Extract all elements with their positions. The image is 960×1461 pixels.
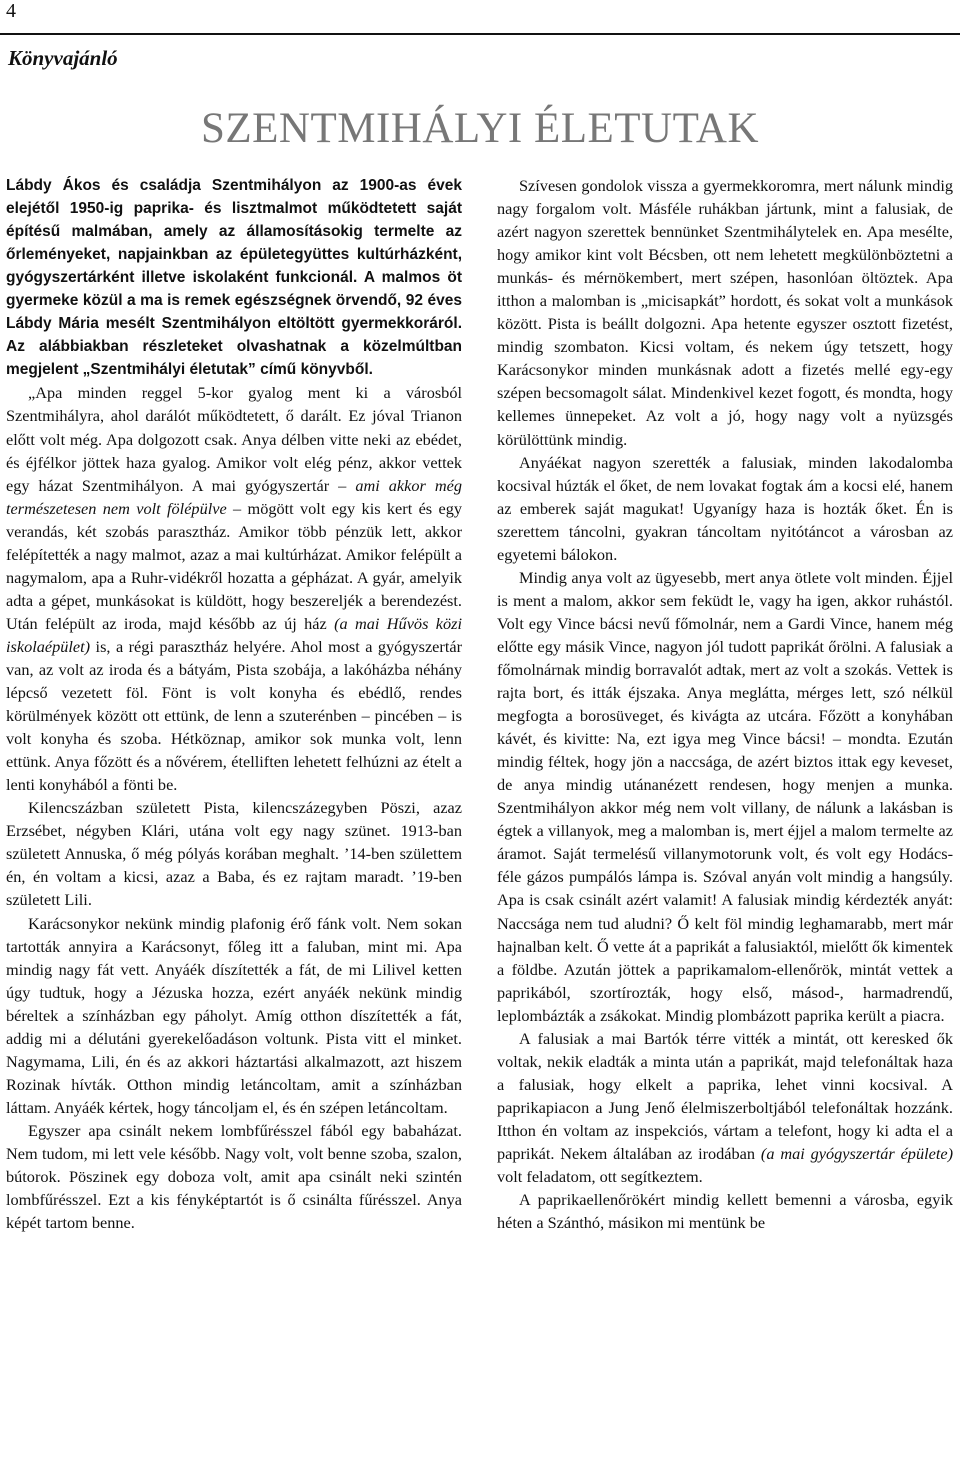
text-run: – mögött volt egy kis kert és egy verandás, két szobás parasztház. Amikor több pénzük lett, akkor felépítették a nagy malmot, azaz a mai kultúrházat. Amikor felépült a nagymalom, apa a Ruhr-vidékről hozatta a gépházat. A gyár, amelyik adta a gépet, munkásokat is küldött, hogy beszereljék a berendezést. Után felépült az iroda, majd később az új ház bbox=[6, 498, 462, 633]
text-run: Szívesen gondolok vissza a gyermekkoromra, mert nálunk mindig nagy forgalom volt. Másféle ruhákban jártunk, mint a falusiak, de azért nagyon szerettek bennünket Szentmihálytelek en. Apa mesélte, hogy amikor kint volt Bécsben, ott nem lehetett megkülönböztetni a munkás- és mérnökembert, mert szépen, hasonlóan öltöztek. Apa itthon a malomban is „micisapkát” hordott, és sokat volt a munkások között. Pista is beállt dolgozni. Apa hetente egyszer osztott fizetést, mindig szombaton. Kicsi voltam, és nekem úgy tetszett, hogy Karácsonykor minden munkásnak adott a fizetés mellé egy-egy szépen becsomagolt sálat. Mindenkivel kezet fogott, és mondta, hogy kellemes ünnepeket. Az volt a jó, hogy nagy volt a nyüzsgés körülöttünk mindig. bbox=[497, 176, 953, 449]
page-number: 4 bbox=[6, 0, 16, 22]
italic-phrase: (a mai Hűvös közi iskolaépület) bbox=[6, 613, 462, 656]
text-run: A paprikaellenőrökért mindig kellett bemenni a városba, egyik héten a Szánthó, másikon mi mentünk be bbox=[497, 1190, 953, 1233]
body-paragraph bbox=[497, 566, 953, 1027]
italic-phrase: ami akkor még természetesen nem volt fölépülve bbox=[6, 475, 462, 518]
section-label: Könyvajánló bbox=[8, 46, 118, 70]
body-paragraph bbox=[6, 796, 462, 911]
body-paragraph bbox=[6, 381, 462, 796]
italic-phrase: (a mai gyógyszertár épülete) bbox=[760, 1143, 953, 1163]
body-paragraph bbox=[497, 174, 953, 451]
right-column bbox=[497, 174, 953, 1459]
article-title: SZENTMIHÁLYI ÉLETUTAK bbox=[200, 105, 760, 152]
body-paragraph bbox=[497, 1027, 953, 1188]
text-run: Anyáékat nagyon szerették a falusiak, minden lakodalomba kocsival húzták el őket, de nem lovakat fogtak ám a kocsi elé, hanem az emberek saját magukat! Ugyanígy haza is hozták őket. Én is szerettem táncolni, gyakran táncoltam nyitótáncot a városban az egyetemi bálokon. bbox=[497, 452, 953, 564]
text-run: Mindig anya volt az ügyesebb, mert anya ötlete volt minden. Éjjel is ment a malom, akkor sem feküdt le, vagy ha igen, akkor ruhástól. Volt egy Vince bácsi nevű főmolnár, nem a Gardi Vince, hanem még előtte egy másik Vince, nagyon jól tudott paprikát őrölni. A falusiak a főmolnárnak mindig borravalót adtak, mert az volt a szokás. Vettek is rajta bort, és itták éjszaka. Anya meglátta, mérges lett, szó nélkül megfogta a borosüveget, és kivágta az utcára. Főzött a konyhában kávét, és kivitte: Na, ezt igya meg Vince bácsi! – mondta. Ezután mindig féltek, hogy jön a naccsága, de azért biztos ittak egy keveset, de anya mindig utánanézett rendesen, hogy menjen a munka. Szentmihályon akkor még nem volt villany, de nálunk a lakásban is égtek a villanyok, meg a malomban is, mert éjjel a malom termelte az áramot. Saját termelésű villanymotorunk volt, és volt egy Hodács-féle gázos pumpálós lámpa is. Szóval anyán volt mindig a hangsúly. Apa is csak csinált azért valamit! A falusiak mindig kérdezték anyát: Naccsága nem tud aludni? Ő kelt föl mindig leghamarabb, mert már hajnalban kelt. Ő vette át a paprikát a falusiaktól, mielőtt ők kimentek a földbe. Azután jöttek a paprikamalom-ellenőrök, mintát vettek a paprikából, szortírozták, hogy első, másod-, harmadrendű, leplombázták a zsákokat. Mindig plombázott paprika került a piacra. bbox=[497, 567, 953, 1025]
header-rule bbox=[0, 33, 960, 35]
left-column bbox=[6, 174, 462, 1459]
body-paragraph bbox=[6, 912, 462, 1119]
body-paragraph bbox=[497, 1188, 953, 1234]
lead-paragraph: Lábdy Ákos és családja Szentmihályon az 1900-as évek elejétől 1950-ig paprika- és lisztmalmot működtetett saját építésű malmában, amely az államosításokig termelte az őrleményeket, napjainkban az épületegyüttes kultúrházként, gyógyszertárként illetve iskolaként funkcionál. A malmos öt gyermeke közül a ma is remek egészségnek örvendő, 92 éves Lábdy Mária mesélt Szentmihályon eltöltött gyermekkoráról. Az alábbiakban részleteket olvashatnak a közelmúltban megjelent „Szentmihályi életutak” című könyvből. bbox=[6, 177, 462, 379]
text-run: Egyszer apa csinált nekem lombfűrésszel fából egy babaházat. Nem tudom, mi lett vele később. Nagy volt, volt benne szoba, szalon, bútorok. Pöszinek egy doboza volt, amit apa csinált neki szintén lombfűrésszel. Ezt a kis fényképtartót is ő csinálta fűrésszel. Anya képét tartom benne. bbox=[6, 1120, 462, 1233]
text-run: „Apa minden reggel 5-kor gyalog ment ki a városból Szentmihályra, ahol darálót működtetett, ő darált. Ez jóval Trianon előtt volt még. Apa dolgozott csak. Anya délben vitte neki az ebédet, és éjfélkor jöttek haza gyalog. Amikor volt elég pénz, akkor vettek egy házat Szentmihályon. A mai gyógyszertár – bbox=[6, 383, 462, 495]
body-paragraph bbox=[497, 451, 953, 566]
body-paragraph bbox=[6, 1119, 462, 1234]
text-run: Karácsonykor nekünk mindig plafonig érő fánk volt. Nem sokan tartották annyira a Karácsonyt, főleg itt a faluban, mint mi. Apa mindig nagy fát vett. Anyáék díszítették a fát, de mi Lilivel ketten úgy tudtuk, hogy a Jézuska hozza, ezért anyáék nekünk mindig béreltek a színházban egy páholyt. Amíg otthon díszítették a fát, addig mi a délutáni gyerekelőadáson voltunk. Pista vitt el minket. Nagymama, Lili, én és az akkori háztartási alkalmazott, azt hiszem Rozinak hívták. Otthon mindig letáncoltam, amit a színházban láttam. Anyáék kértek, hogy táncoljam el, és én szépen letáncoltam. bbox=[6, 913, 462, 1117]
text-run: A falusiak a mai Bartók térre vitték a mintát, ott keresked ők voltak, nekik eladták a minta után a paprikát, majd telefonáltak haza a falusiak, hogy elkelt a paprika, lehet vinni kocsival. A paprikapiacon a Jung Jenő élelmiszerboltjából telefonáltak hozzánk. Itthon én voltam az inspekciós, vártam a telefont, hogy ki adta el a paprikát. Nekem általában az irodában bbox=[497, 1028, 953, 1163]
text-run: is, a régi parasztház helyére. Ahol most a gyógyszertár van, az volt az iroda és a bátyám, Pista szobája, a lakóházba néhány lépcső vezetett föl. Fönt is volt konyha és ebédlő, rendes körülmények között ott ettünk, de lenn a szuterénben – pincében – is volt konyha és szoba. Hétköznap, amikor sok munka volt, lenn ettünk. Anya főzött és a nővérem, ételliften lehetett felhúzni az ételt a lenti konyhából a fönti be. bbox=[6, 636, 462, 795]
text-run: volt feladatom, ott segítkeztem. bbox=[497, 1167, 703, 1187]
text-run: Kilencszázban született Pista, kilencszázegyben Pöszi, azaz Erzsébet, négyben Klári, utána volt egy nagy szünet. 1913-ban született Annuska, ő még pólyás korában meghalt. ’14-ben születtem én, én voltam a kicsi, azaz a Baba, és ez rajtam maradt. ’19-ben született Lili. bbox=[6, 798, 462, 910]
